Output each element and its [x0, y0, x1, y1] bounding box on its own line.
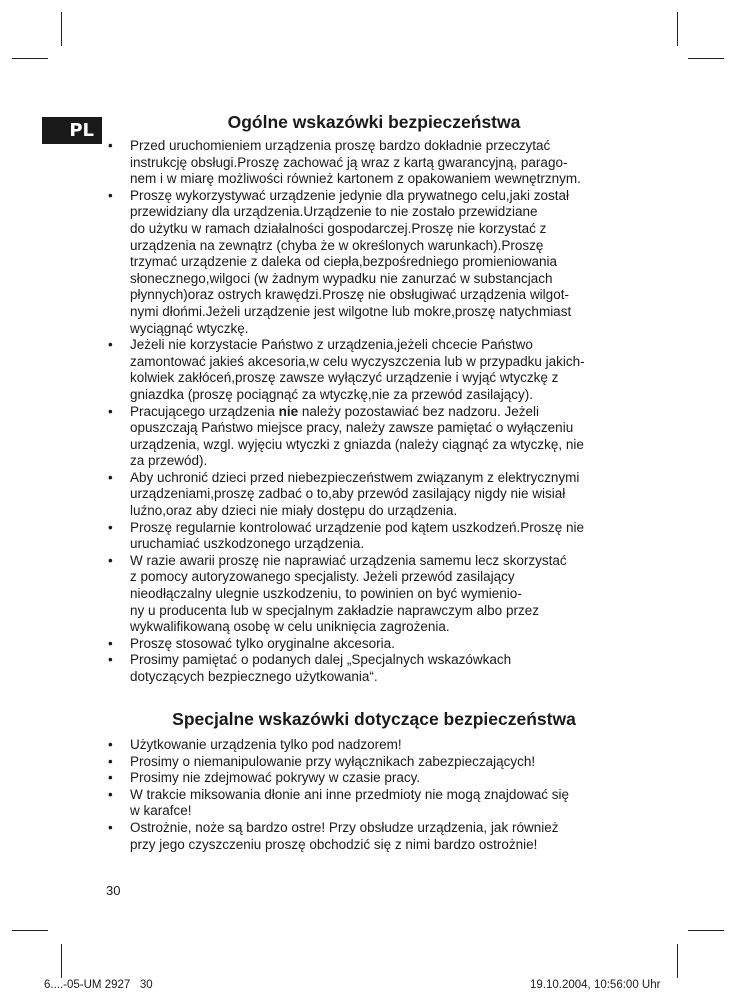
page-number: 30 [106, 883, 121, 898]
crop-mark [688, 930, 724, 931]
emphasis-text: nie [278, 403, 299, 419]
list-item-text: Pracującego urządzenia [130, 403, 279, 419]
list-item-text: należy pozostawiać bez nadzoru. Jeżeli opuszczają Państwo miejsce pracy, należy zawsze pamiętać o wyłączeniu urządzenia, wzgl. wyjęciu wtyczki z gniazda (należy ciągnąć za wtyczkę, nie za przewód). [130, 403, 584, 469]
list-item: • Aby uchronić dzieci przed niebezpieczeństwem związanym z elektrycznymi urządzeniami,proszę zadbać o to,aby przewód zasilający nigdy nie wisiał luźno,oraz aby dzieci nie miały dostępu do urządzenia. [130, 470, 650, 520]
crop-mark [677, 944, 678, 978]
list-item: • Ostrożnie, noże są bardzo ostre! Przy obsłudze urządzenia, jak również przy jego czyszczeniu proszę obchodzić się z nimi bardzo ostrożnie! [130, 820, 650, 853]
list-item: • Prosimy nie zdejmować pokrywy w czasie pracy. [130, 770, 650, 787]
general-safety-list [130, 138, 650, 686]
section-title-special-safety: Specjalne wskazówki dotyczące bezpieczeństwa [172, 709, 576, 729]
crop-mark [61, 944, 62, 978]
list-item: • Przed uruchomieniem urządzenia proszę bardzo dokładnie przeczytać instrukcję obsługi.Proszę zachować ją wraz z kartą gwarancyjną, parago- nem i w miarę możliwości również kartonem z opakowaniem wewnętrznym. [130, 138, 650, 188]
list-item: • Prosimy pamiętać o podanych dalej „Specjalnych wskazówkach dotyczących bezpiecznego użytkowania“. [130, 652, 650, 685]
crop-mark [688, 58, 724, 59]
list-item: • Proszę regularnie kontrolować urządzenie pod kątem uszkodzeń.Proszę nie uruchamiać uszkodzonego urządzenia. [130, 520, 650, 553]
language-tab: PL [42, 117, 102, 144]
list-item: • Użytkowanie urządzenia tylko pod nadzorem! [130, 737, 650, 754]
crop-mark [12, 930, 48, 931]
section-title-general-safety: Ogólne wskazówki bezpieczeństwa [227, 112, 521, 132]
footer-file-info: 6....-05-UM 2927 30 [44, 979, 153, 991]
list-item [130, 404, 650, 470]
crop-mark [677, 12, 678, 46]
list-item: • W trakcie miksowania dłonie ani inne przedmioty nie mogą znajdować się w karafce! [130, 787, 650, 820]
list-item: • Prosimy o niemanipulowanie przy wyłącznikach zabezpieczających! [130, 754, 650, 771]
crop-mark [12, 58, 48, 59]
special-safety-list [130, 737, 650, 853]
footer-timestamp: 19.10.2004, 10:56:00 Uhr [530, 979, 661, 991]
crop-mark [61, 12, 62, 46]
list-item: • Proszę stosować tylko oryginalne akcesoria. [130, 636, 650, 653]
list-item: • Proszę wykorzystywać urządzenie jedynie dla prywatnego celu,jaki został przewidziany dla urządzenia.Urządzenie to nie zostało przewidziane do użytku w ramach działalności gospodarczej.Proszę nie korzystać z urządzenia na zewnątrz (chyba że w określonych warunkach).Proszę trzymać urządzenie z daleka od ciepła,bezpośredniego promieniowania słonecznego,wilgoci (w żadnym wypadku nie zanurzać w substancjach płynnych)oraz ostrych krawędzi.Proszę nie obsługiwać urządzenia wilgot- nymi dłońmi.Jeżeli urządzenie jest wilgotne lub mokre,proszę natychmiast wyciągnąć wtyczkę. [130, 188, 650, 337]
list-item: • W razie awarii proszę nie naprawiać urządzenia samemu lecz skorzystać z pomocy autoryzowanego specjalisty. Jeżeli przewód zasilający nieodłączalny ulegnie uszkodzeniu, to powinien on być wymienio- ny u producenta lub w specjalnym zakładzie naprawczym albo przez wykwalifikowaną osobę w celu uniknięcia zagrożenia. [130, 553, 650, 636]
list-item: • Jeżeli nie korzystacie Państwo z urządzenia,jeżeli chcecie Państwo zamontować jakieś akcesoria,w celu wyczyszczenia lub w przypadku jakich- kolwiek zakłóceń,proszę zawsze wyłączyć urządzenie i wyjąć wtyczkę z gniazdka (proszę pociągnąć za wtyczkę,nie za przewód zasilający). [130, 337, 650, 403]
